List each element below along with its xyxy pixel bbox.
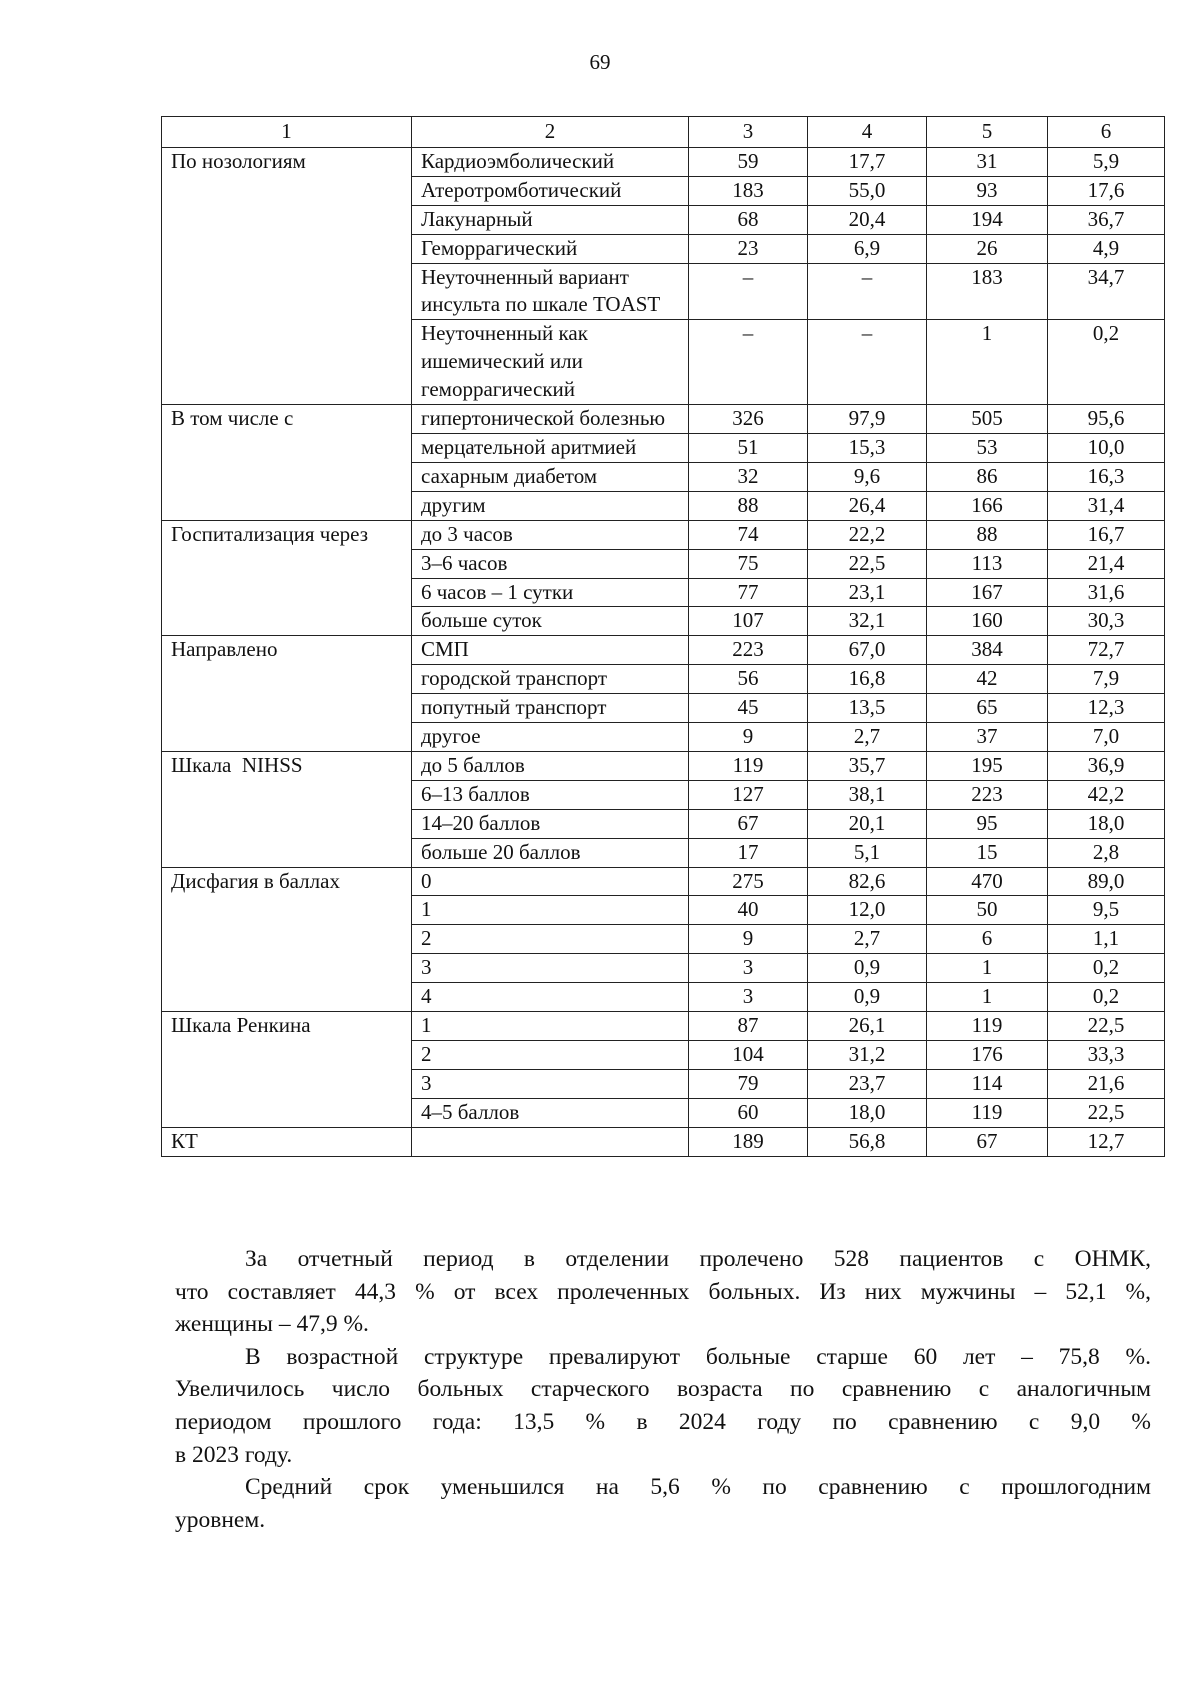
table-cell: 194 [927, 205, 1048, 234]
table-row [162, 636, 1165, 665]
table-cell: 32 [689, 462, 808, 491]
table-row [162, 1127, 1165, 1156]
row-label: 1 [412, 896, 689, 925]
row-label: 3 [412, 954, 689, 983]
table-cell: 79 [689, 1069, 808, 1098]
row-label: больше суток [412, 607, 689, 636]
table-cell: – [689, 263, 808, 320]
table-cell: 505 [927, 405, 1048, 434]
table-cell: 65 [927, 694, 1048, 723]
table-cell: 67,0 [808, 636, 927, 665]
table-cell: 23,7 [808, 1069, 927, 1098]
table-cell: 22,2 [808, 520, 927, 549]
table-cell: 21,4 [1048, 549, 1165, 578]
table-cell: 35,7 [808, 751, 927, 780]
table-cell: 93 [927, 176, 1048, 205]
table-cell: 7,0 [1048, 723, 1165, 752]
table-cell: 37 [927, 723, 1048, 752]
table-cell: 18,0 [1048, 809, 1165, 838]
text-line: Увеличилось число больных старческого возраста по сравнению с аналогичным [175, 1376, 1151, 1403]
group-label: КТ [162, 1127, 412, 1156]
text-line: Средний срок уменьшился на 5,6 % по сравнению с прошлогодним [245, 1474, 1151, 1501]
row-label: 0 [412, 867, 689, 896]
table-cell: 67 [927, 1127, 1048, 1156]
table-cell: – [808, 320, 927, 405]
table-cell: 0,9 [808, 983, 927, 1012]
row-label: 4–5 баллов [412, 1098, 689, 1127]
group-label: Шкала Ренкина [162, 1012, 412, 1128]
row-label: 3 [412, 1069, 689, 1098]
table-cell: 0,2 [1048, 983, 1165, 1012]
table-cell: 72,7 [1048, 636, 1165, 665]
table-cell: 12,0 [808, 896, 927, 925]
table-cell: 6 [927, 925, 1048, 954]
table-cell: 22,5 [808, 549, 927, 578]
table-cell: 9,5 [1048, 896, 1165, 925]
table-cell: – [689, 320, 808, 405]
paragraph [175, 1341, 1151, 1471]
table-cell: 470 [927, 867, 1048, 896]
table-cell: 9 [689, 723, 808, 752]
group-label: По нозологиям [162, 147, 412, 404]
row-label: 2 [412, 925, 689, 954]
table-cell: 30,3 [1048, 607, 1165, 636]
table-cell: 5,1 [808, 838, 927, 867]
row-label: 6–13 баллов [412, 780, 689, 809]
table-cell: 3 [689, 954, 808, 983]
table-cell: 21,6 [1048, 1069, 1165, 1098]
row-label: Атеротромботический [412, 176, 689, 205]
table-cell: 6,9 [808, 234, 927, 263]
statistics-table [161, 116, 1165, 1157]
row-label: 6 часов – 1 сутки [412, 578, 689, 607]
group-label: В том числе с [162, 405, 412, 521]
row-label: Кардиоэмболический [412, 147, 689, 176]
table-cell: 40 [689, 896, 808, 925]
row-label: попутный транспорт [412, 694, 689, 723]
row-label: 4 [412, 983, 689, 1012]
paragraph [175, 1471, 1151, 1536]
table-cell: 176 [927, 1041, 1048, 1070]
table-cell: 189 [689, 1127, 808, 1156]
table-row [162, 867, 1165, 896]
table-cell: 2,7 [808, 925, 927, 954]
table-cell: 88 [927, 520, 1048, 549]
table-cell: 223 [927, 780, 1048, 809]
column-header: 1 [162, 117, 412, 148]
table-cell: 5,9 [1048, 147, 1165, 176]
column-header: 6 [1048, 117, 1165, 148]
text-line: что составляет 44,3 % от всех пролеченных больных. Из них мужчины – 52,1 %, [175, 1278, 1151, 1305]
table-cell: 107 [689, 607, 808, 636]
group-label: Дисфагия в баллах [162, 867, 412, 1012]
row-label: до 3 часов [412, 520, 689, 549]
table-cell: 74 [689, 520, 808, 549]
table-cell: 113 [927, 549, 1048, 578]
group-label: Направлено [162, 636, 412, 752]
table-cell: 183 [689, 176, 808, 205]
table-cell: 22,5 [1048, 1098, 1165, 1127]
table-cell: 119 [927, 1098, 1048, 1127]
table-cell: 31,2 [808, 1041, 927, 1070]
paragraph [175, 1243, 1151, 1341]
table-cell: 26 [927, 234, 1048, 263]
table-cell: 56,8 [808, 1127, 927, 1156]
row-label: больше 20 баллов [412, 838, 689, 867]
table-header-row [162, 117, 1165, 148]
row-label: 14–20 баллов [412, 809, 689, 838]
table-cell: 12,7 [1048, 1127, 1165, 1156]
table-cell: 31,6 [1048, 578, 1165, 607]
table-cell: 104 [689, 1041, 808, 1070]
row-label: 2 [412, 1041, 689, 1070]
table-cell: 0,2 [1048, 320, 1165, 405]
table-cell: 95,6 [1048, 405, 1165, 434]
table-cell: 42,2 [1048, 780, 1165, 809]
column-header: 4 [808, 117, 927, 148]
table-cell: 16,8 [808, 665, 927, 694]
table-cell: 9,6 [808, 462, 927, 491]
table-row [162, 1012, 1165, 1041]
row-label: до 5 баллов [412, 751, 689, 780]
row-label: городской транспорт [412, 665, 689, 694]
table-cell: 17 [689, 838, 808, 867]
table-cell: 17,7 [808, 147, 927, 176]
table-cell: 34,7 [1048, 263, 1165, 320]
table-cell: 38,1 [808, 780, 927, 809]
table-cell: 12,3 [1048, 694, 1165, 723]
text-line: В возрастной структуре превалируют больные старше 60 лет – 75,8 %. [245, 1343, 1151, 1370]
row-label: Неуточненный вариант инсульта по шкале TOAST [412, 263, 689, 320]
table-cell: 32,1 [808, 607, 927, 636]
table-row [162, 405, 1165, 434]
table-cell: 31 [927, 147, 1048, 176]
column-header: 2 [412, 117, 689, 148]
table-cell: 42 [927, 665, 1048, 694]
row-label: мерцательной аритмией [412, 433, 689, 462]
table-cell: 195 [927, 751, 1048, 780]
table-row [162, 147, 1165, 176]
table-cell: 15,3 [808, 433, 927, 462]
row-label: Геморрагический [412, 234, 689, 263]
table-cell: 1,1 [1048, 925, 1165, 954]
row-label: 3–6 часов [412, 549, 689, 578]
column-header: 5 [927, 117, 1048, 148]
table-cell: 22,5 [1048, 1012, 1165, 1041]
table-cell: 119 [927, 1012, 1048, 1041]
table-cell: 31,4 [1048, 491, 1165, 520]
table-cell: 17,6 [1048, 176, 1165, 205]
column-header: 3 [689, 117, 808, 148]
table-cell: 23,1 [808, 578, 927, 607]
table-cell: 50 [927, 896, 1048, 925]
table-cell: 59 [689, 147, 808, 176]
table-cell: 20,1 [808, 809, 927, 838]
row-label: Лакунарный [412, 205, 689, 234]
body-text [175, 1243, 1151, 1536]
table-cell: 53 [927, 433, 1048, 462]
group-label: Шкала NIHSS [162, 751, 412, 867]
table-cell: 23 [689, 234, 808, 263]
row-label: сахарным диабетом [412, 462, 689, 491]
table-cell: – [808, 263, 927, 320]
table-cell: 26,4 [808, 491, 927, 520]
table-cell: 55,0 [808, 176, 927, 205]
table-cell: 77 [689, 578, 808, 607]
table-cell: 119 [689, 751, 808, 780]
table-cell: 0,9 [808, 954, 927, 983]
table-cell: 13,5 [808, 694, 927, 723]
text-line: уровнем. [175, 1506, 266, 1533]
table-cell: 2,7 [808, 723, 927, 752]
row-label: другим [412, 491, 689, 520]
table-cell: 4,9 [1048, 234, 1165, 263]
table-row [162, 751, 1165, 780]
row-label: 1 [412, 1012, 689, 1041]
table-cell: 60 [689, 1098, 808, 1127]
table-cell: 2,8 [1048, 838, 1165, 867]
table-cell: 384 [927, 636, 1048, 665]
table-cell: 10,0 [1048, 433, 1165, 462]
text-line: в 2023 году. [175, 1441, 293, 1468]
table-cell: 3 [689, 983, 808, 1012]
table-cell: 75 [689, 549, 808, 578]
table-cell: 7,9 [1048, 665, 1165, 694]
group-label: Госпитализация через [162, 520, 412, 636]
table-cell: 33,3 [1048, 1041, 1165, 1070]
table-cell: 0,2 [1048, 954, 1165, 983]
row-label: гипертонической болезнью [412, 405, 689, 434]
table-cell: 1 [927, 320, 1048, 405]
table-cell: 86 [927, 462, 1048, 491]
table-cell: 51 [689, 433, 808, 462]
table-cell: 16,3 [1048, 462, 1165, 491]
table-cell: 26,1 [808, 1012, 927, 1041]
row-label: СМП [412, 636, 689, 665]
table-cell: 67 [689, 809, 808, 838]
page-number: 69 [589, 50, 611, 74]
table-cell: 127 [689, 780, 808, 809]
table-cell: 183 [927, 263, 1048, 320]
table-cell: 15 [927, 838, 1048, 867]
table-cell: 9 [689, 925, 808, 954]
table-cell: 167 [927, 578, 1048, 607]
table-cell: 223 [689, 636, 808, 665]
table-cell: 82,6 [808, 867, 927, 896]
table-cell: 326 [689, 405, 808, 434]
table-cell: 87 [689, 1012, 808, 1041]
table-cell: 97,9 [808, 405, 927, 434]
table-cell: 1 [927, 983, 1048, 1012]
table-cell: 45 [689, 694, 808, 723]
table-cell: 160 [927, 607, 1048, 636]
text-line: женщины – 47,9 %. [175, 1311, 369, 1338]
table-cell: 56 [689, 665, 808, 694]
table-cell: 16,7 [1048, 520, 1165, 549]
table-cell: 88 [689, 491, 808, 520]
table-cell: 166 [927, 491, 1048, 520]
table-cell: 114 [927, 1069, 1048, 1098]
table-cell: 36,7 [1048, 205, 1165, 234]
text-line: За отчетный период в отделении пролечено 528 пациентов с ОНМК, [245, 1246, 1151, 1272]
table-cell: 1 [927, 954, 1048, 983]
table-cell: 95 [927, 809, 1048, 838]
row-label: другое [412, 723, 689, 752]
table-row [162, 520, 1165, 549]
table-cell: 18,0 [808, 1098, 927, 1127]
row-label: Неуточненный как ишемический или геморрагический [412, 320, 689, 405]
table-cell: 89,0 [1048, 867, 1165, 896]
row-label [412, 1127, 689, 1156]
table-cell: 275 [689, 867, 808, 896]
table-cell: 36,9 [1048, 751, 1165, 780]
table-cell: 20,4 [808, 205, 927, 234]
table-cell: 68 [689, 205, 808, 234]
text-line: периодом прошлого года: 13,5 % в 2024 году по сравнению с 9,0 % [175, 1408, 1151, 1435]
